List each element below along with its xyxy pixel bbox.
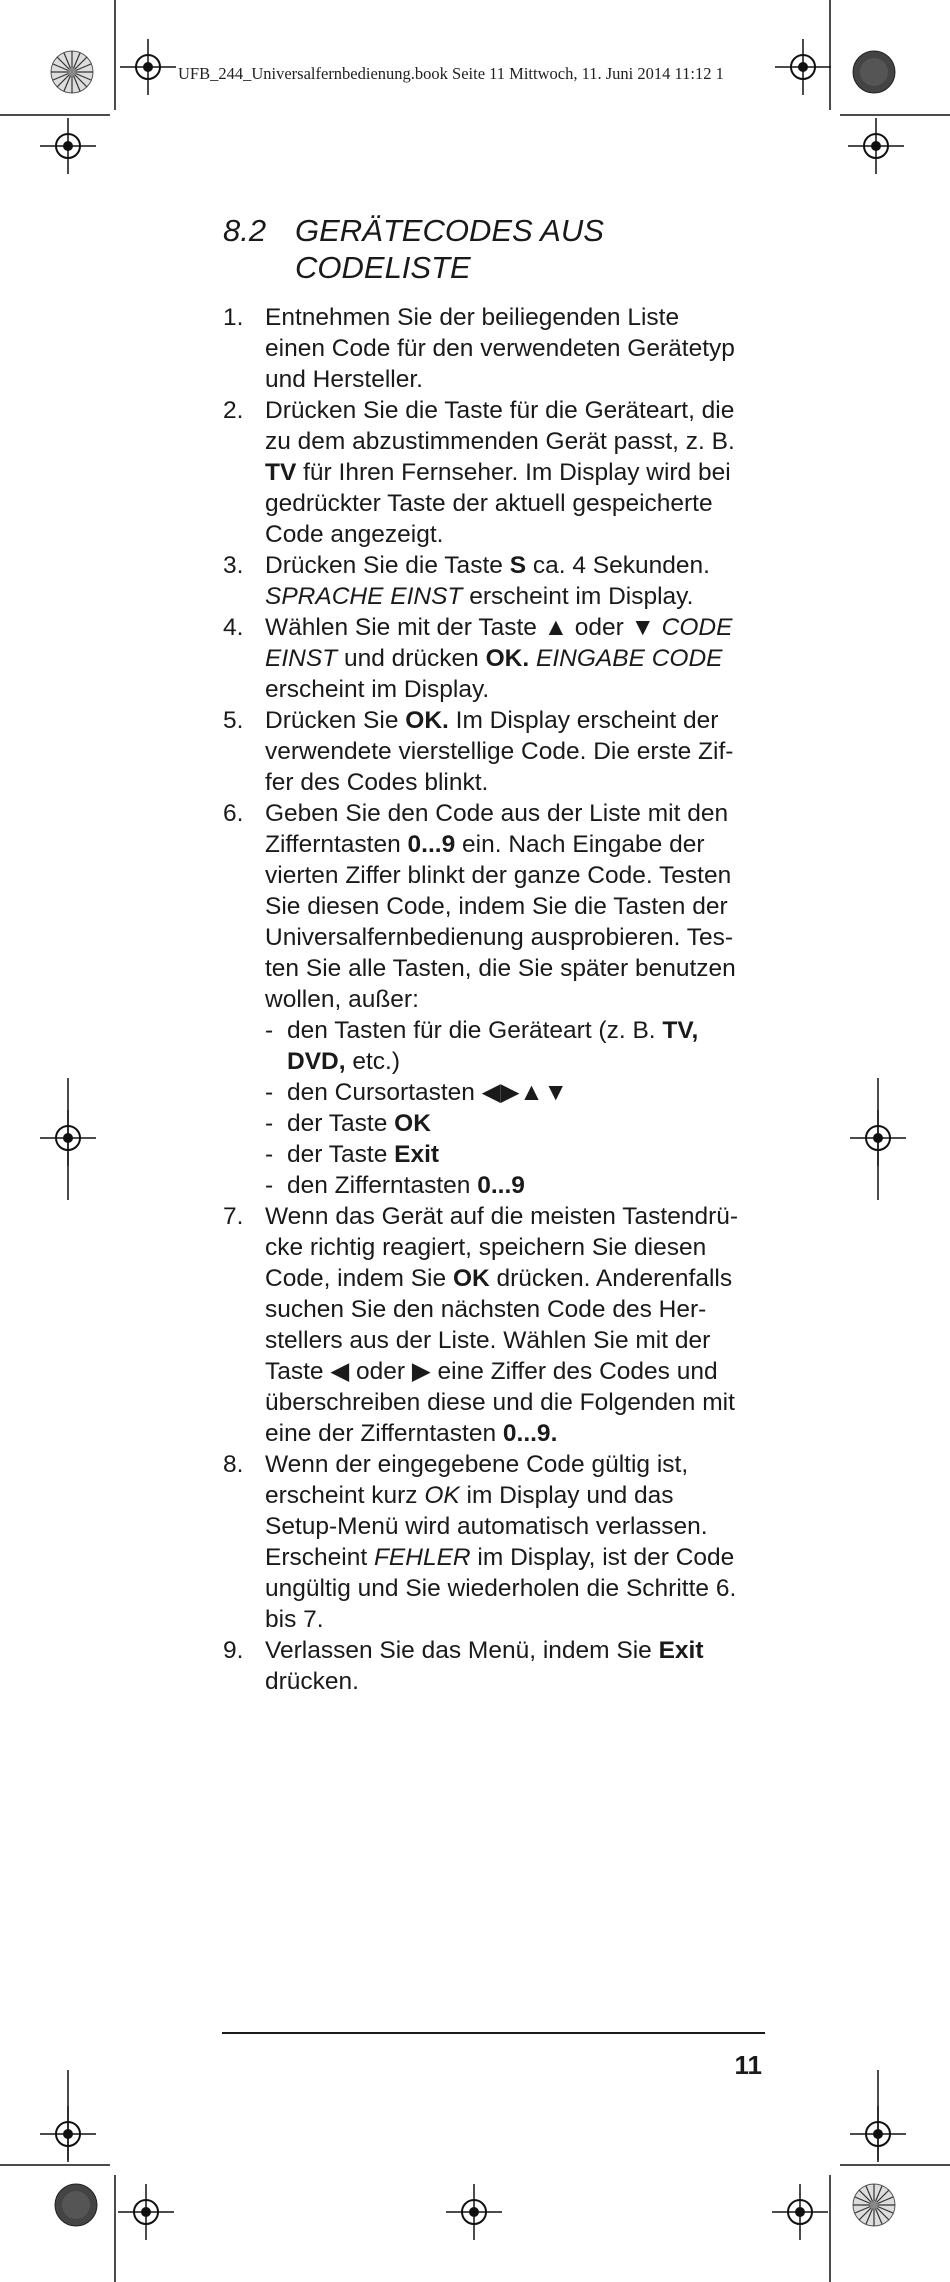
- step-6: [223, 798, 763, 1201]
- step-text: Drücken Sie: [265, 707, 406, 734]
- step-line: Geben Sie den Code aus der Liste mit den: [265, 800, 729, 827]
- dash: -: [265, 1079, 274, 1106]
- step-line: ungültig und Sie wiederholen die Schritte 6.: [265, 1575, 737, 1602]
- dash: -: [265, 1141, 274, 1168]
- sub-line: [287, 1015, 763, 1046]
- step-line: Universalfernbedienung ausprobieren. Tes-: [265, 924, 734, 951]
- display-text: OK: [424, 1482, 460, 1509]
- step-line: [265, 550, 763, 581]
- step-4: [223, 612, 763, 705]
- step-line: [265, 1542, 763, 1573]
- section-title-line-1: GERÄTECODES AUS: [295, 213, 604, 248]
- step-text: [529, 645, 536, 672]
- key-digits: 0...9: [477, 1172, 525, 1199]
- step-text: erscheint im Display.: [462, 583, 694, 610]
- step-line: Setup-Menü wird automatisch verlassen.: [265, 1513, 708, 1540]
- step-text: drücken. Anderenfalls: [489, 1265, 733, 1292]
- step-line: Taste ◀ oder ▶ eine Ziffer des Codes und: [265, 1358, 718, 1385]
- key-ok: OK: [394, 1110, 431, 1137]
- step-text: Verlassen Sie das Menü, indem Sie: [265, 1637, 659, 1664]
- key-dvd: DVD,: [287, 1048, 346, 1075]
- step-text: im Display und das: [459, 1482, 674, 1509]
- step-line: einen Code für den verwendeten Gerätetyp: [265, 335, 735, 362]
- step-text: ca. 4 Sekunden.: [526, 552, 710, 579]
- step-line: Code angezeigt.: [265, 521, 444, 548]
- display-text: FEHLER: [373, 1544, 471, 1571]
- sub-item-cursor-keys: [265, 1077, 763, 1108]
- section-title: [295, 212, 765, 286]
- step-line: [265, 1418, 763, 1449]
- step-line: vierten Ziffer blinkt der ganze Code. Testen: [265, 862, 732, 889]
- step-line: Entnehmen Sie der beiliegenden Liste: [265, 304, 680, 331]
- step-text: Im Display erscheint der: [448, 707, 719, 734]
- section-number: 8.2: [223, 213, 267, 248]
- footer-divider: [222, 2032, 765, 2034]
- sub-item-ok-key: [265, 1108, 763, 1139]
- step-line: suchen Sie den nächsten Code des Her-: [265, 1296, 707, 1323]
- step-text: erscheint kurz: [265, 1482, 425, 1509]
- step-text: der Taste: [287, 1110, 395, 1137]
- display-text: CODE: [661, 614, 733, 641]
- key-exit: Exit: [658, 1637, 704, 1664]
- key-s: S: [509, 552, 527, 579]
- key-tv: TV,: [662, 1017, 699, 1044]
- step-line: wollen, außer:: [265, 986, 419, 1013]
- step-number: 5.: [223, 707, 244, 734]
- sub-line: [287, 1139, 763, 1170]
- instruction-list: [223, 302, 763, 1697]
- dash: -: [265, 1017, 274, 1044]
- sub-line: den Cursortasten ◀▶▲▼: [287, 1079, 568, 1106]
- step-text: Drücken Sie die Taste: [265, 552, 510, 579]
- step-line: [265, 1635, 763, 1666]
- step-line: ten Sie alle Tasten, die Sie später benutzen: [265, 955, 736, 982]
- key-ok: OK: [452, 1265, 490, 1292]
- key-ok: OK.: [405, 707, 449, 734]
- step-line: drücken.: [265, 1668, 359, 1695]
- step-text: und drücken: [337, 645, 486, 672]
- dash: -: [265, 1172, 274, 1199]
- display-text: SPRACHE EINST: [265, 583, 463, 610]
- step-text: im Display, ist der Code: [470, 1544, 735, 1571]
- step-line: verwendete vierstellige Code. Die erste Zif-: [265, 738, 734, 765]
- sub-item-exit-key: [265, 1139, 763, 1170]
- page-number: 11: [734, 2050, 762, 2080]
- step-line: gedrückter Taste der aktuell gespeicherte: [265, 490, 713, 517]
- step-text: etc.): [345, 1048, 401, 1075]
- display-text: EINST: [265, 645, 338, 672]
- step-7: [223, 1201, 763, 1449]
- step-text: den Tasten für die Geräteart (z. B.: [287, 1017, 663, 1044]
- step-text: der Taste: [287, 1141, 395, 1168]
- step-number: 7.: [223, 1203, 244, 1230]
- step-line: stellers aus der Liste. Wählen Sie mit der: [265, 1327, 711, 1354]
- step-number: 3.: [223, 552, 244, 579]
- step-1: [223, 302, 763, 395]
- step-line: [265, 1263, 763, 1294]
- step-number: 2.: [223, 397, 244, 424]
- step-line: [265, 612, 763, 643]
- sub-line: [287, 1046, 763, 1077]
- step-line: bis 7.: [265, 1606, 324, 1633]
- step-line: [265, 829, 763, 860]
- step-number: 1.: [223, 304, 244, 331]
- step-text: Zifferntasten: [265, 831, 408, 858]
- step-line: erscheint im Display.: [265, 676, 490, 703]
- sub-line: [287, 1170, 763, 1201]
- step-3: [223, 550, 763, 612]
- step-line: überschreiben diese und die Folgenden mit: [265, 1389, 735, 1416]
- sub-line: [287, 1108, 763, 1139]
- step-line: [265, 457, 763, 488]
- step-number: 6.: [223, 800, 244, 827]
- step-9: [223, 1635, 763, 1697]
- display-text: EINGABE CODE: [536, 645, 723, 672]
- key-exit: Exit: [394, 1141, 440, 1168]
- step-number: 4.: [223, 614, 244, 641]
- key-ok: OK.: [485, 645, 530, 672]
- step-number: 9.: [223, 1637, 244, 1664]
- step-text: für Ihren Fernseher. Im Display wird bei: [303, 459, 731, 486]
- step-line: fer des Codes blinkt.: [265, 769, 489, 796]
- step-line: [265, 643, 763, 674]
- step-text: ein. Nach Eingabe der: [455, 831, 705, 858]
- step-number: 8.: [223, 1451, 244, 1478]
- key-digits: 0...9.: [502, 1420, 558, 1447]
- step-text: Erscheint: [265, 1544, 374, 1571]
- step-line: [265, 1480, 763, 1511]
- key-tv: TV: [265, 459, 297, 486]
- sub-item-digit-keys: [265, 1170, 763, 1201]
- step-line: [265, 705, 763, 736]
- step-line: cke richtig reagiert, speichern Sie diesen: [265, 1234, 707, 1261]
- step-text: Wählen Sie mit der Taste ▲ oder ▼: [265, 614, 662, 641]
- section-title-line-2: CODELISTE: [295, 250, 471, 285]
- step-line: Wenn der eingegebene Code gültig ist,: [265, 1451, 689, 1478]
- step-line: Wenn das Gerät auf die meisten Tastendrü-: [265, 1203, 739, 1230]
- running-header: UFB_244_Universalfernbedienung.book Seite 11 Mittwoch, 11. Juni 2014 11:12 1: [178, 64, 724, 83]
- step-line: zu dem abzustimmenden Gerät passt, z. B.: [265, 428, 735, 455]
- step-text: eine der Zifferntasten: [265, 1420, 503, 1447]
- step-line: und Hersteller.: [265, 366, 423, 393]
- step-text: Code, indem Sie: [265, 1265, 453, 1292]
- step-2: [223, 395, 763, 550]
- step-line: Sie diesen Code, indem Sie die Tasten der: [265, 893, 728, 920]
- step-5: [223, 705, 763, 798]
- step-line: [265, 581, 763, 612]
- key-digits: 0...9: [407, 831, 456, 858]
- dash: -: [265, 1110, 274, 1137]
- step-line: Drücken Sie die Taste für die Geräteart, die: [265, 397, 735, 424]
- sub-item-device-keys: [265, 1015, 763, 1077]
- step-8: [223, 1449, 763, 1635]
- step-text: den Zifferntasten: [287, 1172, 478, 1199]
